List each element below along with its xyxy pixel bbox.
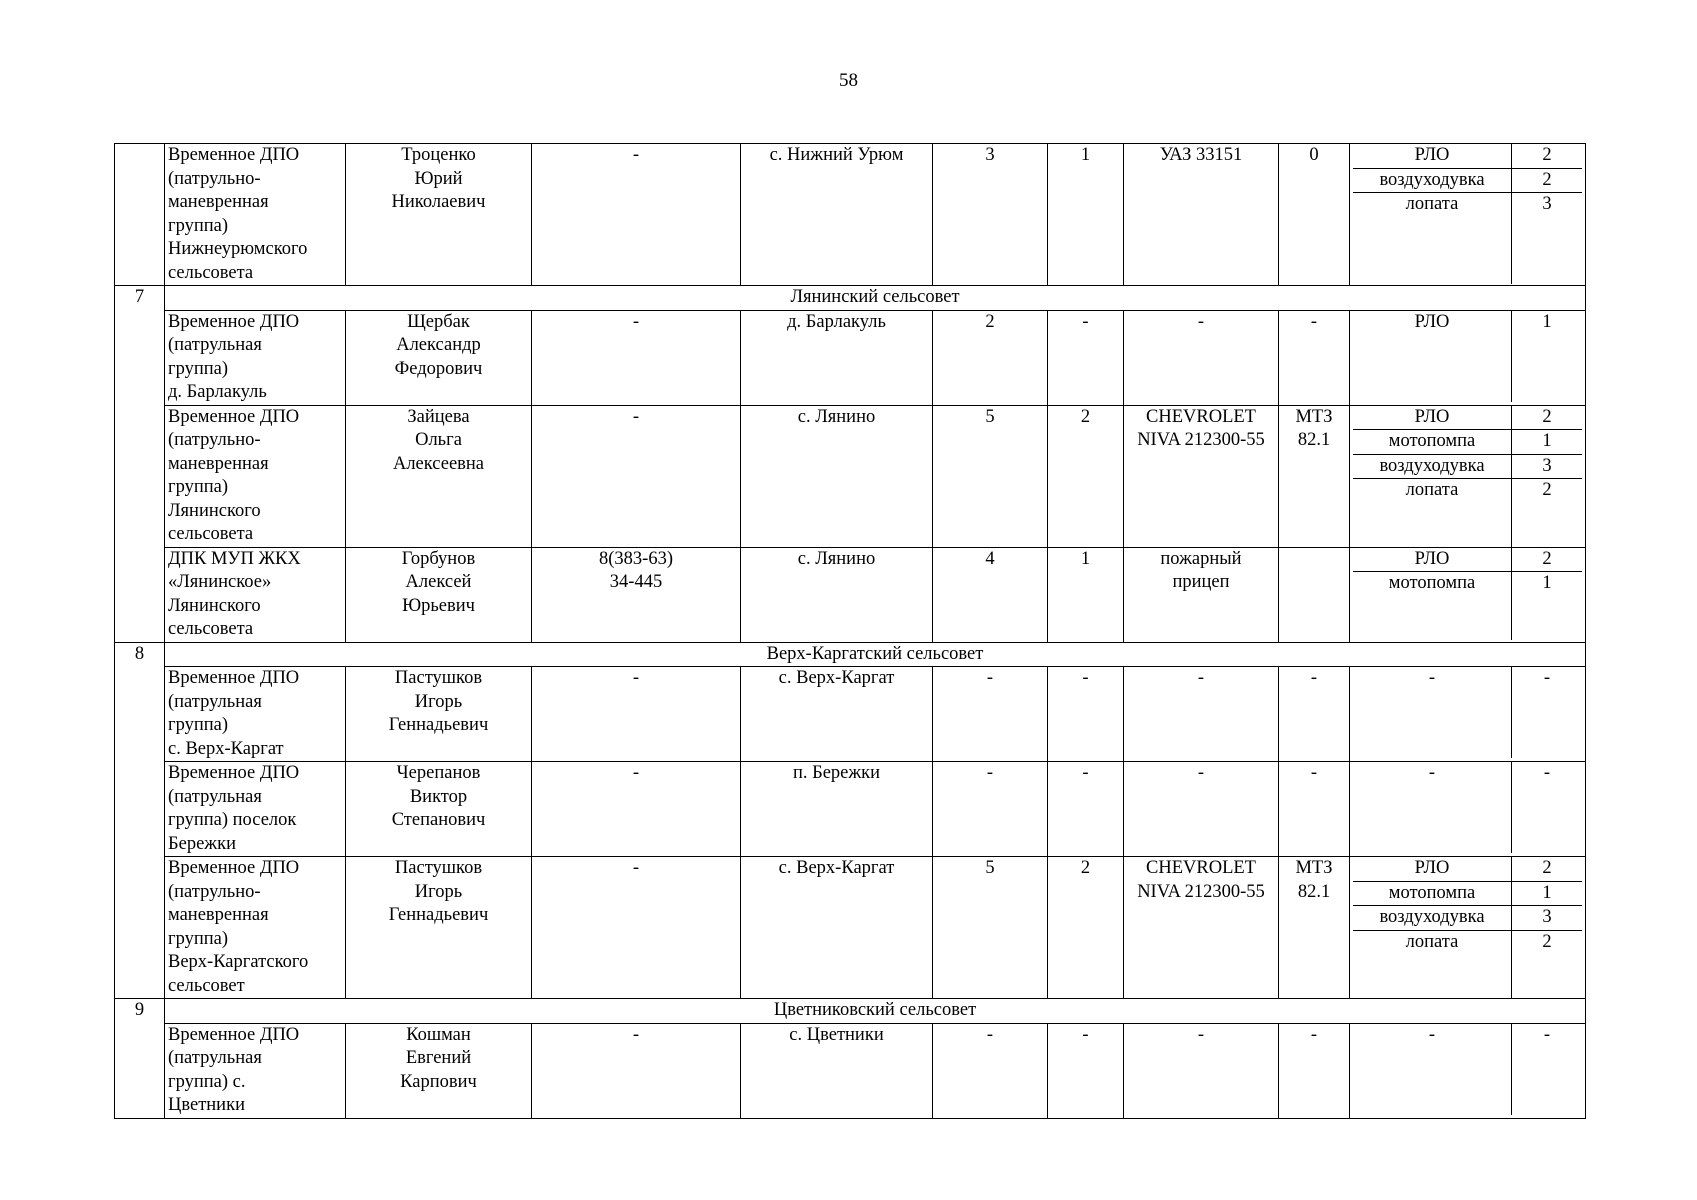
- equipment-count: 2: [1512, 548, 1583, 572]
- unit-location-text: д. Барлакуль: [787, 311, 886, 332]
- unit-phone-text: -: [632, 1024, 640, 1045]
- unit-vehicle: [1124, 310, 1279, 405]
- unit-name: [165, 857, 346, 999]
- equipment-filler-left: [1353, 1047, 1512, 1115]
- equipment-item: [1353, 454, 1582, 479]
- equipment-filler-left: [1353, 691, 1512, 759]
- unit-other-vehicle: [1279, 310, 1350, 405]
- unit-head-text: Черепанов Виктор Степанович: [391, 763, 486, 830]
- unit-phone: [532, 857, 741, 999]
- unit-staff-text: 3: [985, 145, 995, 165]
- equipment-item: [1353, 144, 1582, 168]
- unit-location: [741, 405, 933, 547]
- equipment-name: лопата: [1405, 480, 1459, 500]
- equipment-name: мотопомпа: [1388, 573, 1476, 593]
- equipment-list: [1353, 144, 1582, 284]
- unit-other-vehicle: [1279, 547, 1350, 642]
- section-number: [115, 999, 165, 1119]
- equipment-filler: [1353, 503, 1582, 547]
- section-number-text: 8: [134, 643, 145, 664]
- equipment-list: [1353, 548, 1582, 640]
- unit-location: [741, 857, 933, 999]
- unit-phone: [532, 405, 741, 547]
- unit-staff: [933, 857, 1048, 999]
- unit-duty: [1048, 547, 1124, 642]
- unit-duty: [1048, 762, 1124, 857]
- equipment-name: -: [1428, 668, 1436, 688]
- section-title-text: Лянинский сельсовет: [790, 287, 960, 307]
- unit-staff-text: 4: [985, 548, 995, 569]
- section-number: [115, 642, 165, 999]
- equipment-name: РЛО: [1353, 548, 1512, 572]
- unit-duty: [1048, 667, 1124, 762]
- section-row: [115, 286, 1586, 311]
- equipment-list: [1353, 762, 1582, 853]
- unit-staff-text: -: [986, 1024, 994, 1045]
- unit-name: [165, 310, 346, 405]
- equipment-filler-right: [1512, 503, 1583, 547]
- unit-other-vehicle-text: -: [1310, 311, 1318, 332]
- unit-head: [346, 667, 532, 762]
- equipment-cell: [1350, 310, 1586, 405]
- section-title: [165, 999, 1586, 1024]
- unit-vehicle: [1124, 1023, 1279, 1118]
- equipment-filler-left: [1353, 954, 1512, 998]
- unit-vehicle: [1124, 857, 1279, 999]
- table-row: [115, 547, 1586, 642]
- unit-head: [346, 144, 532, 286]
- unit-other-vehicle: [1279, 405, 1350, 547]
- unit-vehicle-text: -: [1197, 668, 1205, 688]
- equipment-cell: [1350, 144, 1586, 286]
- equipment-filler: [1353, 217, 1582, 285]
- equipment-item: [1353, 548, 1582, 572]
- equipment-item: [1353, 168, 1582, 193]
- unit-name-text: Временное ДПО (патрульно- маневренная группа) Лянинского сельсовета: [168, 406, 300, 544]
- unit-phone-text: -: [632, 311, 640, 332]
- equipment-item: [1353, 479, 1582, 503]
- equipment-count: 3: [1512, 906, 1583, 931]
- unit-name: [165, 762, 346, 857]
- equipment-list: [1353, 311, 1582, 402]
- section-row: [115, 642, 1586, 667]
- unit-name-text: Временное ДПО (патрульно- маневренная группа) Нижнеурюмского сельсовета: [168, 145, 308, 283]
- fire-units-table: [114, 143, 1586, 1119]
- unit-duty-text: -: [1082, 668, 1089, 688]
- equipment-filler-right: [1512, 217, 1583, 285]
- unit-other-vehicle: [1279, 857, 1350, 999]
- equipment-filler-right: [1512, 1047, 1583, 1115]
- unit-location: [741, 1023, 933, 1118]
- section-title-text: Верх-Каргатский сельсовет: [766, 643, 984, 664]
- unit-other-vehicle: [1279, 762, 1350, 857]
- unit-location-text: с. Лянино: [797, 406, 876, 427]
- unit-staff-text: -: [986, 668, 994, 688]
- section-title-text: Цветниковский сельсовет: [773, 1000, 977, 1020]
- unit-head: [346, 405, 532, 547]
- unit-vehicle-text: CHEVROLET NIVA 212300-55: [1137, 406, 1265, 450]
- equipment-name: мотопомпа: [1353, 430, 1512, 455]
- unit-location-text: с. Нижний Урюм: [769, 145, 904, 165]
- equipment-filler-right: [1512, 954, 1583, 998]
- unit-vehicle-text: -: [1197, 763, 1205, 783]
- unit-phone-text: -: [632, 145, 640, 165]
- unit-name: [165, 1023, 346, 1118]
- unit-location-text: с. Лянино: [797, 548, 876, 569]
- unit-other-vehicle: [1279, 1023, 1350, 1118]
- equipment-filler: [1353, 954, 1582, 998]
- equipment-item: [1353, 906, 1582, 931]
- unit-duty: [1048, 144, 1124, 286]
- section-title: [165, 286, 1586, 311]
- equipment-cell: [1350, 857, 1586, 999]
- section-title: [165, 642, 1586, 667]
- equipment-filler-left: [1353, 334, 1512, 402]
- unit-name-text: Временное ДПО (патрульно- маневренная группа) Верх-Каргатского сельсовет: [168, 858, 309, 996]
- unit-name: [165, 405, 346, 547]
- unit-name: [165, 667, 346, 762]
- table-row: [115, 667, 1586, 762]
- unit-phone: [532, 667, 741, 762]
- equipment-count: 2: [1512, 479, 1583, 503]
- table-row: [115, 1023, 1586, 1118]
- unit-name-text: ДПК МУП ЖКХ «Лянинское» Лянинского сельсовета: [168, 548, 301, 639]
- unit-name-text: Временное ДПО (патрульная группа) с. Верх-Каргат: [168, 668, 300, 759]
- equipment-count: 3: [1512, 454, 1583, 479]
- equipment-item: [1353, 406, 1582, 430]
- unit-staff-text: 5: [985, 858, 995, 878]
- equipment-filler-left: [1353, 596, 1512, 640]
- equipment-filler-right: [1512, 691, 1583, 759]
- unit-staff: [933, 1023, 1048, 1118]
- unit-duty: [1048, 1023, 1124, 1118]
- equipment-filler-left: [1353, 217, 1512, 285]
- equipment-name: воздуходувка: [1353, 906, 1512, 931]
- unit-head-text: Троценко Юрий Николаевич: [391, 145, 486, 212]
- unit-location: [741, 667, 933, 762]
- equipment-name: РЛО: [1353, 406, 1512, 430]
- equipment-item: [1353, 857, 1582, 881]
- unit-other-vehicle: [1279, 144, 1350, 286]
- equipment-count: 1: [1512, 430, 1583, 455]
- unit-staff-text: 2: [985, 311, 995, 332]
- equipment-name: мотопомпа: [1353, 881, 1512, 906]
- equipment-name: -: [1428, 1024, 1436, 1045]
- equipment-count: 2: [1512, 144, 1583, 168]
- section-number-text: 7: [134, 287, 145, 307]
- unit-name-text: Временное ДПО (патрульная группа) с. Цветники: [168, 1024, 300, 1115]
- table-row: [115, 310, 1586, 405]
- equipment-item: [1353, 762, 1582, 786]
- unit-duty-text: 1: [1080, 548, 1091, 569]
- unit-phone-text: -: [632, 858, 640, 878]
- equipment-cell: [1350, 762, 1586, 857]
- unit-head-text: Горбунов Алексей Юрьевич: [401, 548, 476, 616]
- unit-phone: [532, 310, 741, 405]
- unit-phone-text: -: [632, 406, 640, 427]
- equipment-name: воздуходувка: [1353, 168, 1512, 193]
- unit-head-text: Кошман Евгений Карпович: [400, 1024, 477, 1092]
- equipment-list: [1353, 667, 1582, 758]
- equipment-item: [1353, 881, 1582, 906]
- equipment-list: [1353, 1024, 1582, 1115]
- unit-head-text: Зайцева Ольга Алексеевна: [392, 406, 485, 474]
- unit-staff-text: 5: [985, 406, 995, 427]
- unit-vehicle: [1124, 762, 1279, 857]
- equipment-filler-right: [1512, 786, 1583, 854]
- unit-location: [741, 762, 933, 857]
- unit-staff: [933, 547, 1048, 642]
- unit-duty-text: -: [1082, 1024, 1089, 1045]
- unit-vehicle: [1124, 667, 1279, 762]
- unit-vehicle: [1124, 144, 1279, 286]
- equipment-count: 1: [1512, 881, 1583, 906]
- equipment-cell: [1350, 547, 1586, 642]
- unit-phone-text: -: [632, 763, 640, 783]
- equipment-item: [1353, 311, 1582, 335]
- equipment-count: 2: [1512, 406, 1583, 430]
- unit-name-text: Временное ДПО (патрульная группа) д. Барлакуль: [168, 311, 300, 402]
- equipment-count: 1: [1512, 572, 1583, 596]
- equipment-count: -: [1512, 1024, 1583, 1048]
- equipment-item: [1353, 1024, 1582, 1048]
- unit-location: [741, 310, 933, 405]
- unit-name: [165, 547, 346, 642]
- equipment-count: 2: [1512, 168, 1583, 193]
- unit-phone-text: 8(383-63) 34-445: [599, 548, 673, 592]
- unit-other-vehicle-text: 0: [1309, 145, 1319, 165]
- unit-vehicle-text: -: [1197, 1024, 1205, 1045]
- unit-phone: [532, 144, 741, 286]
- unit-other-vehicle-text: МТЗ 82.1: [1295, 406, 1333, 450]
- equipment-item: [1353, 193, 1582, 217]
- equipment-count: -: [1512, 762, 1583, 786]
- equipment-filler: [1353, 691, 1582, 759]
- equipment-filler: [1353, 596, 1582, 640]
- unit-staff: [933, 405, 1048, 547]
- section-number-text: 9: [134, 1000, 145, 1020]
- unit-name-text: Временное ДПО (патрульная группа) поселок Бережки: [168, 763, 300, 854]
- unit-duty-text: 1: [1080, 145, 1091, 165]
- row-number: [115, 144, 165, 286]
- unit-other-vehicle-text: -: [1310, 668, 1318, 688]
- unit-head: [346, 762, 532, 857]
- unit-vehicle: [1124, 547, 1279, 642]
- unit-duty-text: 2: [1080, 858, 1091, 878]
- unit-head: [346, 1023, 532, 1118]
- equipment-name: лопата: [1405, 931, 1459, 952]
- unit-vehicle-text: -: [1197, 311, 1205, 332]
- equipment-name: -: [1428, 763, 1436, 783]
- unit-head-text: Щербак Александр Федорович: [394, 311, 483, 379]
- equipment-filler: [1353, 1047, 1582, 1115]
- table-row: [115, 857, 1586, 999]
- unit-vehicle: [1124, 405, 1279, 547]
- equipment-cell: [1350, 667, 1586, 762]
- equipment-list: [1353, 857, 1582, 998]
- unit-location: [741, 144, 933, 286]
- unit-duty-text: 2: [1080, 406, 1091, 427]
- equipment-name: РЛО: [1353, 857, 1512, 881]
- equipment-name: воздуходувка: [1353, 454, 1512, 479]
- unit-staff: [933, 144, 1048, 286]
- unit-head-text: Пастушков Игорь Геннадьевич: [388, 668, 489, 735]
- unit-head: [346, 310, 532, 405]
- equipment-item: [1353, 572, 1582, 596]
- unit-duty: [1048, 310, 1124, 405]
- equipment-count: 2: [1512, 930, 1583, 954]
- unit-phone: [532, 762, 741, 857]
- unit-head-text: Пастушков Игорь Геннадьевич: [388, 858, 489, 925]
- section-number: [115, 286, 165, 643]
- unit-location-text: с. Цветники: [789, 1024, 884, 1045]
- equipment-item: [1353, 667, 1582, 691]
- equipment-item: [1353, 430, 1582, 455]
- equipment-filler-right: [1512, 596, 1583, 640]
- equipment-count: -: [1512, 667, 1583, 691]
- unit-name: [165, 144, 346, 286]
- equipment-filler-left: [1353, 503, 1512, 547]
- equipment-name: лопата: [1405, 194, 1459, 214]
- unit-head: [346, 857, 532, 999]
- equipment-count: 3: [1512, 193, 1583, 217]
- unit-other-vehicle-text: -: [1310, 763, 1318, 783]
- unit-location-text: с. Верх-Каргат: [778, 858, 895, 878]
- unit-vehicle-text: УАЗ 33151: [1159, 145, 1243, 165]
- equipment-filler: [1353, 786, 1582, 854]
- equipment-name: РЛО: [1353, 144, 1512, 168]
- equipment-list: [1353, 406, 1582, 547]
- page-number: 58: [839, 70, 858, 91]
- equipment-filler: [1353, 334, 1582, 402]
- table-row: [115, 405, 1586, 547]
- unit-other-vehicle-text: МТЗ 82.1: [1295, 858, 1333, 902]
- unit-duty-text: -: [1082, 763, 1089, 783]
- unit-phone: [532, 1023, 741, 1118]
- equipment-count: 2: [1512, 857, 1583, 881]
- equipment-item: [1353, 930, 1582, 954]
- section-row: [115, 999, 1586, 1024]
- unit-location-text: п. Бережки: [792, 763, 881, 783]
- unit-other-vehicle: [1279, 667, 1350, 762]
- table-row: [115, 762, 1586, 857]
- unit-vehicle-text: пожарный прицеп: [1160, 548, 1242, 592]
- unit-vehicle-text: CHEVROLET NIVA 212300-55: [1137, 858, 1265, 902]
- equipment-cell: [1350, 1023, 1586, 1118]
- unit-staff: [933, 667, 1048, 762]
- equipment-filler-right: [1512, 334, 1583, 402]
- unit-other-vehicle-text: -: [1310, 1024, 1318, 1045]
- unit-phone: [532, 547, 741, 642]
- unit-duty: [1048, 405, 1124, 547]
- unit-phone-text: -: [632, 668, 640, 688]
- table-row: [115, 144, 1586, 286]
- equipment-cell: [1350, 405, 1586, 547]
- unit-location: [741, 547, 933, 642]
- unit-staff-text: -: [986, 763, 994, 783]
- equipment-filler-left: [1353, 786, 1512, 854]
- unit-duty: [1048, 857, 1124, 999]
- unit-staff: [933, 310, 1048, 405]
- unit-duty-text: -: [1082, 311, 1089, 332]
- equipment-count: 1: [1512, 311, 1583, 335]
- unit-location-text: с. Верх-Каргат: [778, 668, 895, 688]
- unit-staff: [933, 762, 1048, 857]
- unit-head: [346, 547, 532, 642]
- equipment-name: РЛО: [1414, 311, 1450, 332]
